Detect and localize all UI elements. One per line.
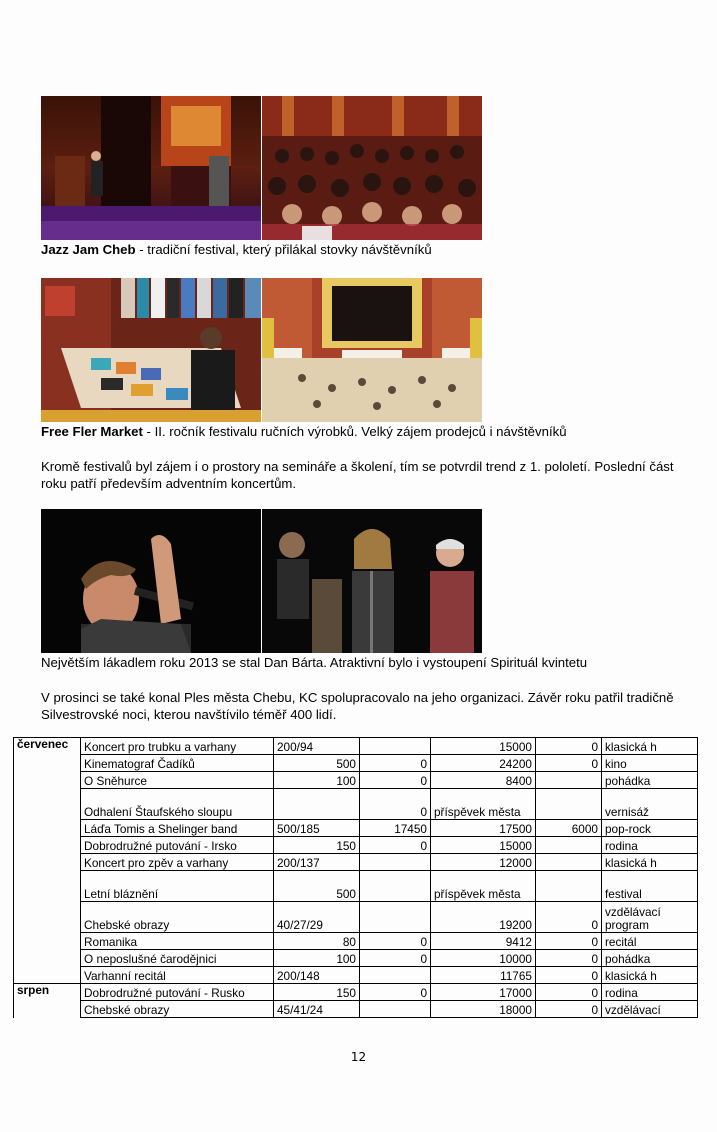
page-number: 12 bbox=[350, 1050, 367, 1064]
cell-type: vzdělávací bbox=[602, 1001, 698, 1018]
ball-paragraph: V prosinci se také konal Ples města Chebu, KC spolupracovalo na jeho organizaci. Závěr roku patřil tradičně Silvestrovské noci, kterou navštívilo téměř 400 lidí. bbox=[41, 690, 674, 722]
cell-c3 bbox=[360, 1001, 431, 1018]
cell-visitors: 500/185 bbox=[274, 820, 360, 837]
cell-c4: 15000 bbox=[431, 837, 536, 854]
cell-c5: 0 bbox=[536, 902, 602, 933]
cell-c4: 19200 bbox=[431, 902, 536, 933]
cell-visitors: 45/41/24 bbox=[274, 1001, 360, 1018]
cell-c3: 0 bbox=[360, 984, 431, 1001]
event-table bbox=[13, 737, 698, 1018]
cell-visitors: 500 bbox=[274, 755, 360, 772]
table-row bbox=[14, 755, 698, 772]
cell-type: klasická h bbox=[602, 738, 698, 755]
cell-event: Láďa Tomis a Shelinger band bbox=[81, 820, 274, 837]
cell-c5 bbox=[536, 789, 602, 820]
event-table-body bbox=[14, 738, 698, 1018]
cell-type: vernisáž bbox=[602, 789, 698, 820]
jazz-caption bbox=[41, 242, 432, 258]
cell-c5: 6000 bbox=[536, 820, 602, 837]
cell-month bbox=[14, 871, 81, 902]
table-row bbox=[14, 902, 698, 933]
table-row bbox=[14, 933, 698, 950]
jazz-stage-photo bbox=[41, 96, 261, 240]
cell-c3: 0 bbox=[360, 933, 431, 950]
cell-c5: 0 bbox=[536, 738, 602, 755]
cell-c3: 0 bbox=[360, 755, 431, 772]
table-row bbox=[14, 772, 698, 789]
cell-c3: 0 bbox=[360, 772, 431, 789]
cell-c4: 11765 bbox=[431, 967, 536, 984]
spiritual-image bbox=[262, 509, 482, 653]
cell-type: recitál bbox=[602, 933, 698, 950]
cell-c4: 9412 bbox=[431, 933, 536, 950]
cell-event: Chebské obrazy bbox=[81, 902, 274, 933]
fler-hall-photo bbox=[262, 278, 482, 422]
cell-month bbox=[14, 902, 81, 933]
cell-visitors: 200/148 bbox=[274, 967, 360, 984]
cell-c5: 0 bbox=[536, 1001, 602, 1018]
cell-month bbox=[14, 772, 81, 789]
cell-visitors: 100 bbox=[274, 772, 360, 789]
cell-event: Dobrodružné putování - Irsko bbox=[81, 837, 274, 854]
table-row bbox=[14, 837, 698, 854]
fler-hall-image bbox=[262, 278, 482, 422]
cell-c4: 12000 bbox=[431, 854, 536, 871]
cell-event: Koncert pro zpěv a varhany bbox=[81, 854, 274, 871]
fler-stall-image bbox=[41, 278, 261, 422]
cell-event: O Sněhurce bbox=[81, 772, 274, 789]
table-row bbox=[14, 854, 698, 871]
table-row bbox=[14, 738, 698, 755]
cell-type: klasická h bbox=[602, 967, 698, 984]
cell-c5: 0 bbox=[536, 755, 602, 772]
cell-c3: 0 bbox=[360, 789, 431, 820]
jazz-caption-title: Jazz Jam Cheb bbox=[41, 242, 136, 257]
cell-c4: příspěvek města bbox=[431, 871, 536, 902]
cell-event: Dobrodružné putování - Rusko bbox=[81, 984, 274, 1001]
table-row bbox=[14, 871, 698, 902]
cell-month bbox=[14, 933, 81, 950]
cell-c4: 18000 bbox=[431, 1001, 536, 1018]
cell-type: festival bbox=[602, 871, 698, 902]
cell-c5: 0 bbox=[536, 950, 602, 967]
spiritual-photo bbox=[262, 509, 482, 653]
cell-event: Odhalení Štaufského sloupu bbox=[81, 789, 274, 820]
cell-c5: 0 bbox=[536, 967, 602, 984]
table-row bbox=[14, 789, 698, 820]
cell-event: Romanika bbox=[81, 933, 274, 950]
seminar-paragraph: Kromě festivalů byl zájem i o prostory na semináře a školení, tím se potvrdil trend z 1. pololetí. Poslední část roku patří především adventním koncertům. bbox=[41, 459, 674, 491]
cell-event: Letní bláznění bbox=[81, 871, 274, 902]
jazz-audience-photo bbox=[262, 96, 482, 240]
cell-c4: 17000 bbox=[431, 984, 536, 1001]
cell-c5: 0 bbox=[536, 933, 602, 950]
cell-event: Koncert pro trubku a varhany bbox=[81, 738, 274, 755]
jazz-stage-image bbox=[41, 96, 261, 240]
fler-stall-photo bbox=[41, 278, 261, 422]
barta-image bbox=[41, 509, 261, 653]
cell-month bbox=[14, 854, 81, 871]
cell-c4: 10000 bbox=[431, 950, 536, 967]
cell-c5: 0 bbox=[536, 984, 602, 1001]
cell-type: kino bbox=[602, 755, 698, 772]
cell-type: rodina bbox=[602, 984, 698, 1001]
cell-event: Chebské obrazy bbox=[81, 1001, 274, 1018]
cell-visitors: 200/137 bbox=[274, 854, 360, 871]
table-row bbox=[14, 1001, 698, 1018]
cell-month bbox=[14, 837, 81, 854]
cell-c4: příspěvek města bbox=[431, 789, 536, 820]
cell-event: O neposlušné čarodějnici bbox=[81, 950, 274, 967]
cell-month bbox=[14, 755, 81, 772]
cell-c4: 8400 bbox=[431, 772, 536, 789]
cell-c3: 0 bbox=[360, 950, 431, 967]
fler-caption bbox=[41, 424, 567, 440]
cell-month: červenec bbox=[14, 738, 81, 755]
cell-month: srpen bbox=[14, 984, 81, 1001]
concert-caption: Největším lákadlem roku 2013 se stal Dan Bárta. Atraktivní bylo i vystoupení Spirituál kvintetu bbox=[41, 655, 588, 670]
fler-caption-title: Free Fler Market bbox=[41, 424, 143, 439]
table-row bbox=[14, 984, 698, 1001]
barta-photo bbox=[41, 509, 261, 653]
jazz-audience-image bbox=[262, 96, 482, 240]
cell-visitors: 150 bbox=[274, 837, 360, 854]
cell-visitors bbox=[274, 789, 360, 820]
cell-type: vzdělávací program bbox=[602, 902, 698, 933]
cell-type: pohádka bbox=[602, 950, 698, 967]
cell-c5 bbox=[536, 871, 602, 902]
cell-visitors: 100 bbox=[274, 950, 360, 967]
cell-type: pohádka bbox=[602, 772, 698, 789]
cell-month bbox=[14, 967, 81, 984]
cell-visitors: 150 bbox=[274, 984, 360, 1001]
cell-visitors: 200/94 bbox=[274, 738, 360, 755]
cell-type: pop-rock bbox=[602, 820, 698, 837]
cell-c4: 17500 bbox=[431, 820, 536, 837]
cell-month bbox=[14, 1001, 81, 1018]
cell-c3 bbox=[360, 738, 431, 755]
table-row bbox=[14, 967, 698, 984]
cell-c3 bbox=[360, 871, 431, 902]
cell-type: klasická h bbox=[602, 854, 698, 871]
jazz-caption-text: - tradiční festival, který přilákal stovky návštěvníků bbox=[135, 242, 432, 257]
cell-visitors: 500 bbox=[274, 871, 360, 902]
cell-visitors: 40/27/29 bbox=[274, 902, 360, 933]
cell-c5 bbox=[536, 854, 602, 871]
cell-event: Kinematograf Čadíků bbox=[81, 755, 274, 772]
fler-caption-text: - II. ročník festivalu ručních výrobků. Velký zájem prodejců i návštěvníků bbox=[142, 424, 567, 439]
cell-c5 bbox=[536, 837, 602, 854]
table-row bbox=[14, 820, 698, 837]
cell-c3 bbox=[360, 902, 431, 933]
cell-c4: 24200 bbox=[431, 755, 536, 772]
cell-c5 bbox=[536, 772, 602, 789]
cell-type: rodina bbox=[602, 837, 698, 854]
cell-month bbox=[14, 789, 81, 820]
cell-visitors: 80 bbox=[274, 933, 360, 950]
cell-month bbox=[14, 950, 81, 967]
cell-c3 bbox=[360, 854, 431, 871]
cell-c3 bbox=[360, 967, 431, 984]
cell-c3: 17450 bbox=[360, 820, 431, 837]
table-row bbox=[14, 950, 698, 967]
cell-c4: 15000 bbox=[431, 738, 536, 755]
cell-c3: 0 bbox=[360, 837, 431, 854]
cell-month bbox=[14, 820, 81, 837]
cell-event: Varhanní recitál bbox=[81, 967, 274, 984]
